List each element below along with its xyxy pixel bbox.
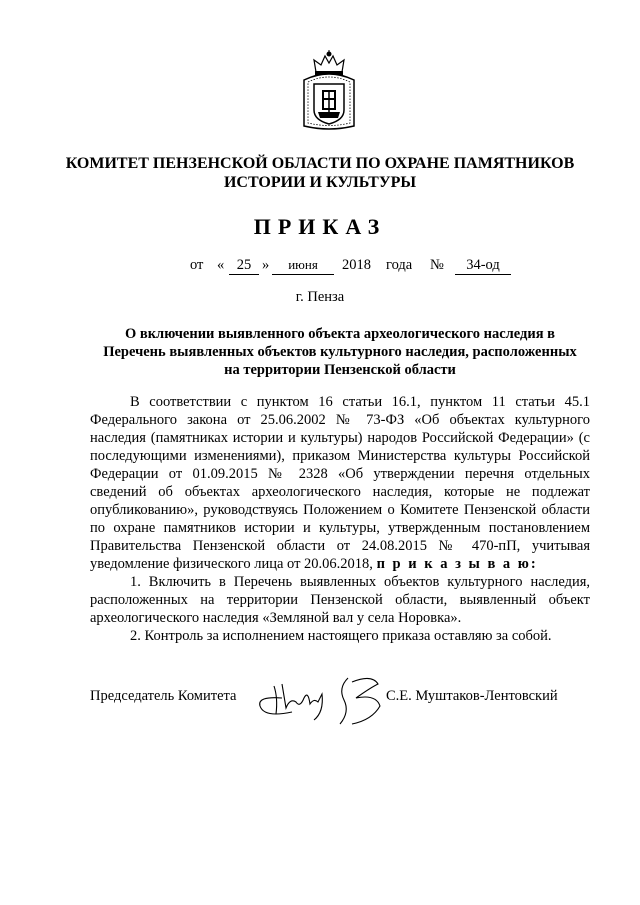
order-word: п р и к а з ы в а ю: [376,556,538,572]
organization-title [60,154,580,192]
item-1-paragraph: 1. Включить в Перечень выявленных объектов культурного наследия, расположенных на территории Пензенской области, выявленный объект археологического наследия «Земляной вал у села Норовка». [90,574,590,626]
date-prefix: от [190,257,204,273]
number-sign: № [430,257,444,273]
date-open-quote: « [217,257,225,273]
organization-title-line-2: ИСТОРИИ И КУЛЬТУРЫ [223,174,417,191]
document-number: 34-од [455,256,511,275]
signatory-position: Председатель Комитета [90,688,237,704]
date-day: 25 [229,256,259,275]
document-subject [90,325,590,379]
date-year: 2018 [342,257,371,273]
document-type-heading: ПРИКАЗ [253,214,387,239]
preamble-text: В соответствии с пунктом 16 статьи 16.1, пунктом 11 статьи 45.1 Федерального закона от 25.06.2002 № 73-ФЗ «Об объектах культурного наследия (памятниках истории и культуры) народов Российской Федерации» (с последующими изменениями), приказом Министерства культуры Российской Федерации от 01.09.2015 № 2328 «Об утверждении перечня отдельных сведений об объектах археологического наследия, которые не подлежат опубликованию», руководствуясь Положением о Комитете Пензенской области по охране памятников истории и культуры, утвержденным постановлением Правительства Пензенской области от 24.08.2015 № 470-пП, учитывая уведомление физического лица от 20.06.2018, [90,394,590,572]
handwritten-signature [252,668,402,728]
city-label: г. Пенза [295,289,345,305]
subject-line-3: на территории Пензенской области [224,362,456,378]
date-year-word: года [386,257,413,273]
subject-line-2: Перечень выявленных объектов культурного наследия, расположенных [103,344,577,360]
preamble-paragraph [90,393,590,573]
document-body [90,393,590,645]
organization-title-line-1: КОМИТЕТ ПЕНЗЕНСКОЙ ОБЛАСТИ ПО ОХРАНЕ ПАМЯТНИКОВ [65,155,575,172]
signatory-name: С.Е. Муштаков-Лентовский [386,688,558,704]
date-month: июня [272,256,334,275]
item-2-paragraph: 2. Контроль за исполнением настоящего приказа оставляю за собой. [130,628,552,644]
subject-line-1: О включении выявленного объекта археологического наследия в [124,326,556,342]
coat-of-arms-emblem [300,50,358,130]
date-close-quote: » [262,257,270,273]
